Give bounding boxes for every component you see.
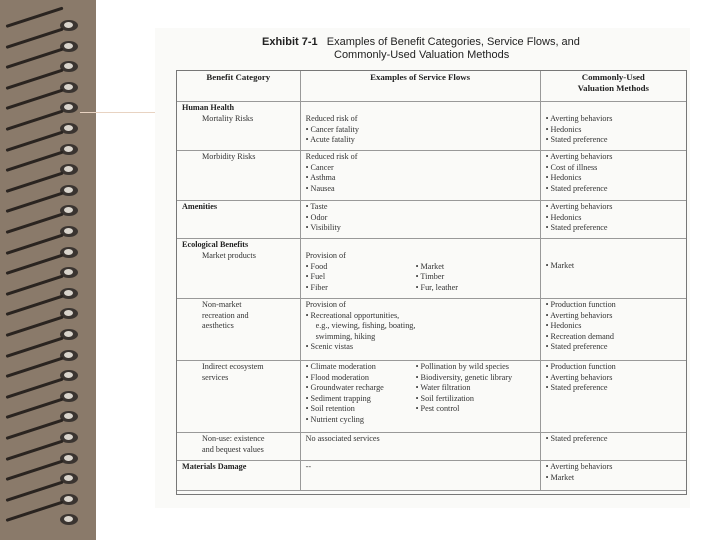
list-item: • Timber — [416, 272, 526, 283]
exhibit-label: Exhibit 7-1 — [262, 36, 318, 48]
flows-list — [306, 202, 535, 234]
flows-lead: Reduced risk of — [305, 152, 358, 161]
category-cell — [177, 151, 301, 201]
list-item: • Recreation demand — [546, 332, 681, 343]
list-item: • Pollination by wild species — [416, 362, 534, 373]
category-cell — [177, 201, 301, 239]
spiral-binding — [0, 0, 96, 540]
spiral-coil — [6, 471, 84, 487]
list-item: • Sediment trapping — [306, 394, 416, 405]
list-item: • Stated preference — [546, 135, 681, 146]
methods-list — [546, 202, 681, 234]
spiral-coil — [6, 430, 84, 446]
list-item: • Averting behaviors — [546, 311, 681, 322]
section-human-health: Human Health — [182, 103, 235, 112]
category-cell — [177, 102, 301, 151]
header-flows: Examples of Service Flows — [300, 71, 540, 102]
flows-columns — [306, 362, 535, 426]
list-item: • Fiber — [306, 283, 416, 294]
flow-continuation: e.g., viewing, fishing, boating, — [315, 321, 416, 331]
list-item: • Stated preference — [546, 223, 681, 234]
section-materials: Materials Damage — [182, 462, 247, 471]
list-item: • Averting behaviors — [546, 114, 681, 125]
list-item: • Hedonics — [546, 125, 681, 136]
flows-list — [416, 362, 534, 426]
flows-lead: Reduced risk of — [305, 114, 358, 123]
list-item: • Stated preference — [546, 342, 681, 353]
list-item: • Stated preference — [546, 434, 681, 445]
category-cell — [177, 461, 301, 491]
flows-text: No associated services — [305, 434, 380, 443]
category-cell — [177, 361, 301, 433]
flows-text: -- — [305, 462, 312, 471]
header-methods — [540, 71, 686, 102]
list-item: • Food — [306, 262, 416, 273]
list-item: • Pest control — [416, 404, 534, 415]
list-item: • Acute fatality — [306, 135, 535, 146]
category-indirect-line2: services — [202, 372, 229, 382]
exhibit-title — [262, 36, 662, 62]
list-item: • Cancer — [306, 163, 535, 174]
table-row — [177, 461, 687, 491]
list-item: • Taste — [306, 202, 535, 213]
flows-list — [306, 125, 535, 146]
spiral-coil — [6, 18, 84, 34]
category-nonuse-line1: Non-use: existence — [202, 434, 265, 443]
category-nonmarket-line3: aesthetics — [202, 321, 234, 331]
spiral-coil — [6, 265, 84, 281]
category-market-products: Market products — [202, 250, 256, 260]
spiral-coil — [6, 121, 84, 137]
category-mortality: Mortality Risks — [202, 113, 254, 123]
list-item: • Climate moderation — [306, 362, 416, 373]
spiral-coil — [6, 368, 84, 384]
table-row — [177, 433, 687, 461]
spiral-coil — [6, 224, 84, 240]
list-item: • Soil retention — [306, 404, 416, 415]
category-nonmarket-line2: recreation and — [202, 310, 249, 320]
methods-list — [546, 434, 681, 445]
list-item: • Flood moderation — [306, 373, 416, 384]
exhibit-title-line1: Examples of Benefit Categories, Service Flows, and — [326, 36, 580, 48]
exhibit-title-line2: Commonly-Used Valuation Methods — [334, 49, 510, 61]
methods-list — [546, 261, 681, 272]
flows-list — [306, 342, 535, 353]
list-item: • Fuel — [306, 272, 416, 283]
flows-cell — [300, 239, 540, 299]
flows-cell — [300, 461, 540, 491]
flow-continuation: swimming, hiking — [315, 331, 376, 341]
header-row — [177, 71, 687, 102]
category-nonmarket-line1: Non-market — [202, 300, 242, 309]
list-item: • Asthma — [306, 173, 535, 184]
list-item: • Production function — [546, 300, 681, 311]
flows-cell — [300, 102, 540, 151]
flows-lead: Provision of — [305, 251, 346, 260]
methods-list — [546, 114, 681, 146]
flows-cell — [300, 151, 540, 201]
methods-list — [546, 362, 681, 394]
flows-cell — [300, 361, 540, 433]
category-cell — [177, 299, 301, 361]
methods-cell — [540, 239, 686, 299]
spiral-coil — [6, 512, 84, 528]
list-item: • Soil fertilization — [416, 394, 534, 405]
flows-list — [416, 262, 526, 294]
section-amenities: Amenities — [182, 202, 218, 211]
list-item: • Visibility — [306, 223, 535, 234]
methods-cell — [540, 201, 686, 239]
methods-cell — [540, 461, 686, 491]
table-row — [177, 102, 687, 151]
list-item: • Hedonics — [546, 173, 681, 184]
flows-cell — [300, 201, 540, 239]
list-item: • Averting behaviors — [546, 462, 681, 473]
list-item: • Hedonics — [546, 321, 681, 332]
list-item: • Averting behaviors — [546, 202, 681, 213]
header-methods-line1: Commonly-Used — [581, 72, 645, 82]
table-row — [177, 361, 687, 433]
table-row — [177, 239, 687, 299]
header-category: Benefit Category — [177, 71, 301, 102]
header-methods-line2: Valuation Methods — [577, 82, 649, 93]
list-item: • Production function — [546, 362, 681, 373]
flows-columns — [306, 262, 535, 294]
methods-cell — [540, 433, 686, 461]
list-item: • Nausea — [306, 184, 535, 195]
list-item: • Scenic vistas — [306, 342, 535, 353]
list-item: • Market — [416, 262, 526, 273]
list-item: • Stated preference — [546, 184, 681, 195]
methods-cell — [540, 102, 686, 151]
list-item: • Market — [546, 473, 681, 484]
flows-list — [306, 311, 535, 322]
flows-cell — [300, 433, 540, 461]
flows-cell — [300, 299, 540, 361]
methods-list — [546, 152, 681, 194]
list-item: • Groundwater recharge — [306, 383, 416, 394]
table-row — [177, 151, 687, 201]
flows-list — [306, 362, 416, 426]
spiral-coil — [6, 162, 84, 178]
category-morbidity: Morbidity Risks — [202, 152, 256, 161]
list-item: • Odor — [306, 213, 535, 224]
flows-list — [306, 262, 416, 294]
category-cell — [177, 239, 301, 299]
list-item: • Cost of illness — [546, 163, 681, 174]
table-row — [177, 201, 687, 239]
methods-cell — [540, 151, 686, 201]
list-item: • Recreational opportunities, — [306, 311, 535, 322]
flows-lead: Provision of — [305, 300, 346, 309]
list-item: • Stated preference — [546, 383, 681, 394]
list-item: • Water filtration — [416, 383, 534, 394]
category-cell — [177, 433, 301, 461]
list-item: • Biodiversity, genetic library — [416, 373, 534, 384]
benefits-table — [176, 70, 687, 491]
category-indirect-line1: Indirect ecosystem — [202, 362, 264, 371]
methods-list — [546, 300, 681, 353]
list-item: • Hedonics — [546, 213, 681, 224]
spiral-coil — [6, 59, 84, 75]
list-item: • Fur, leather — [416, 283, 526, 294]
flows-list — [306, 163, 535, 195]
section-ecological: Ecological Benefits — [182, 240, 249, 249]
methods-list — [546, 462, 681, 483]
list-item: • Averting behaviors — [546, 152, 681, 163]
list-item: • Averting behaviors — [546, 373, 681, 384]
list-item: • Market — [546, 261, 681, 272]
category-nonuse-line2: and bequest values — [202, 444, 264, 454]
table-row — [177, 299, 687, 361]
list-item: • Nutrient cycling — [306, 415, 416, 426]
methods-cell — [540, 299, 686, 361]
list-item: • Cancer fatality — [306, 125, 535, 136]
methods-cell — [540, 361, 686, 433]
spiral-coil — [6, 327, 84, 343]
